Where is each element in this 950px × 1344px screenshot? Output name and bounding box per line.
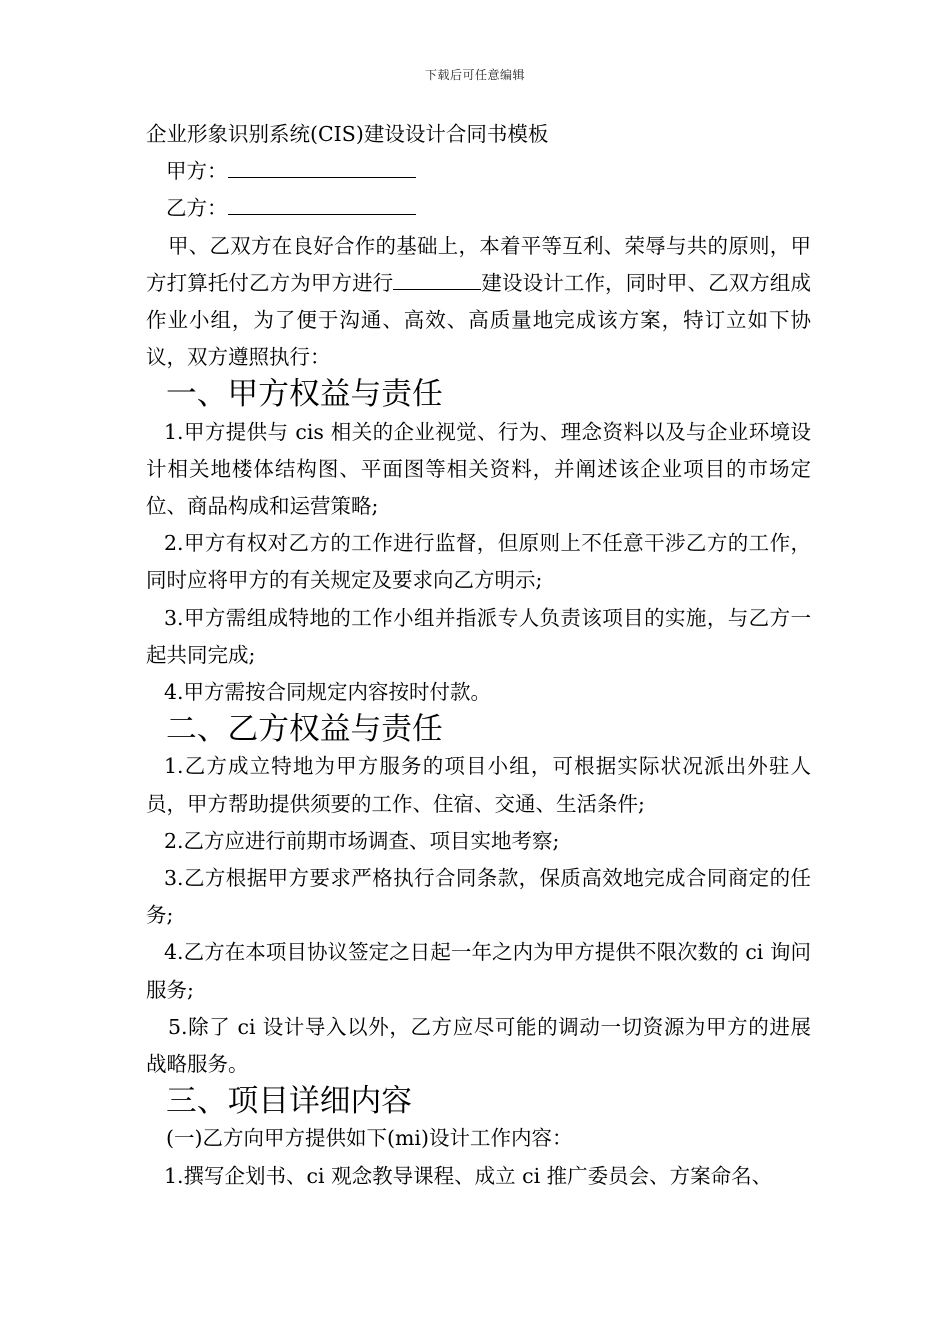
section-2-clause-3: 3.乙方根据甲方要求严格执行合同条款，保质高效地完成合同商定的任务;	[146, 866, 811, 928]
section-2-clause-2: 2.乙方应进行前期市场调查、项目实地考察;	[164, 828, 560, 853]
intro-paragraph	[146, 228, 811, 377]
section-2-clause-4: 4.乙方在本项目协议签定之日起一年之内为甲方提供不限次数的 ci 询问服务;	[146, 940, 811, 1002]
section-3-heading: 三、项目详细内容	[166, 1083, 413, 1120]
party-a-blank-field[interactable]	[228, 155, 416, 178]
document-title: 企业形象识别系统(CIS)建设设计合同书模板	[146, 122, 549, 146]
section-3-clause-1: 1.撰写企划书、ci 观念教导课程、成立 ci 推广委员会、方案命名、	[164, 1163, 773, 1188]
section-1-clause-3: 3.甲方需组成特地的工作小组并指派专人负责该项目的实施，与乙方一起共同完成;	[146, 605, 811, 667]
party-a-line	[146, 153, 811, 190]
section-1-clause-4: 4.甲方需按合同规定内容按时付款。	[164, 680, 492, 705]
project-blank-field[interactable]	[393, 267, 481, 290]
section-2-heading: 二、乙方权益与责任	[166, 711, 443, 748]
section-2-clause-1: 1.乙方成立特地为甲方服务的项目小组，可根据实际状况派出外驻人员，甲方帮助提供须要的工作、住宿、交通、生活条件;	[146, 754, 811, 816]
intro-text-part2: 建设设计工作，同时甲、乙双方组成作业小组，为了便于沟通、高效、高质量地完成该方案，特订立如下协议，双方遵照执行：	[146, 270, 812, 370]
section-1-clause-1: 1.甲方提供与 cis 相关的企业视觉、行为、理念资料以及与企业环境设计相关地楼体结构图、平面图等相关资料，并阐述该企业项目的市场定位、商品构成和运营策略;	[146, 419, 811, 519]
section-1-clause-2: 2.甲方有权对乙方的工作进行监督，但原则上不任意干涉乙方的工作，同时应将甲方的有关规定及要求向乙方明示;	[146, 531, 811, 593]
party-b-label: 乙方：	[166, 196, 228, 221]
party-b-blank-field[interactable]	[228, 192, 416, 215]
section-1-heading: 一、甲方权益与责任	[166, 376, 443, 413]
section-3-subheading: (一)乙方向甲方提供如下(mi)设计工作内容：	[166, 1126, 573, 1151]
page-header-note: 下载后可任意编辑	[424, 68, 525, 82]
party-a-label: 甲方：	[166, 159, 228, 184]
intro-text-part1: 甲、乙双方在良好合作的基础上，本着平等互利、荣辱与共的原则，甲方打算托付乙方为甲方进行	[146, 233, 811, 295]
party-b-line	[146, 190, 811, 227]
section-2-clause-5: 5.除了 ci 设计导入以外，乙方应尽可能的调动一切资源为甲方的进展战略服务。	[146, 1014, 811, 1077]
document-body	[146, 116, 811, 1195]
